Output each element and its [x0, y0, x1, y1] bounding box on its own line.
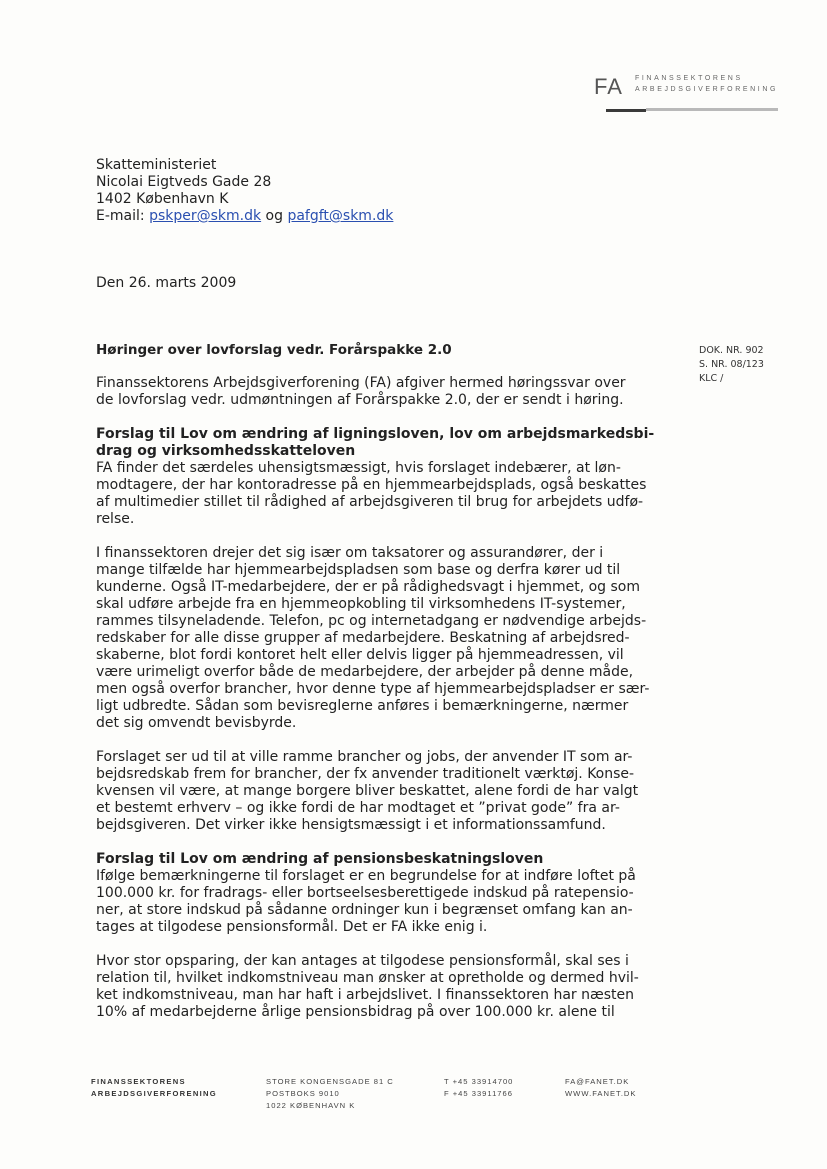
footer-website[interactable]: WWW.FANET.DK [565, 1089, 637, 1098]
section-1-paragraph-3 [96, 749, 656, 834]
footer-org-line-1: FINANSSEKTORENS [91, 1077, 186, 1086]
logo-underline [606, 108, 778, 112]
text-line: mange tilfælde har hjemmearbejdspladsen som base og derfra kører ud til [96, 562, 621, 578]
text-line: skal udføre arbejde fra en hjemmeopkobling til virksomhedens IT-systemer, [96, 596, 626, 612]
email-joiner: og [261, 208, 288, 224]
text-line: Hvor stor opsparing, der kan antages at tilgodese pensionsformål, skal ses i [96, 953, 629, 969]
text-line: 10% af medarbejderne årlige pensionsbidrag på over 100.000 kr. alene til [96, 1004, 615, 1020]
text-line: Ifølge bemærkningerne til forslaget er en begrundelse for at indføre loftet på [96, 868, 636, 884]
text-line: 100.000 kr. for fradrags- eller bortseelsesberettigede indskud på ratepensio- [96, 885, 634, 901]
email-link-pskper[interactable]: pskper@skm.dk [149, 208, 262, 224]
letter-body [96, 342, 656, 1021]
footer-telephone: T +45 33914700 [444, 1077, 514, 1086]
text-line: redskaber for alle disse grupper af medarbejdere. Beskatning af arbejdsred- [96, 630, 630, 646]
section-2-paragraph-2 [96, 953, 656, 1021]
recipient-name: Skatteministeriet [96, 157, 217, 173]
text-line: modtagere, der har kontoradresse på en hjemmearbejdsplads, også beskattes [96, 477, 647, 493]
text-line: men også overfor brancher, hvor denne type af hjemmearbejdspladser er sær- [96, 681, 650, 697]
footer-city: 1022 KØBENHAVN K [266, 1101, 356, 1110]
logo-line-1: FINANSSEKTORENS [635, 75, 743, 82]
text-line: bejdsredskab frem for brancher, der fx anvender traditionelt værktøj. Konse- [96, 766, 635, 782]
text-line: FA finder det særdeles uhensigtsmæssigt, hvis forslaget indebærer, at løn- [96, 460, 621, 476]
section-2-paragraph-1 [96, 868, 656, 936]
text-line: Forslaget ser ud til at ville ramme brancher og jobs, der anvender IT som ar- [96, 749, 633, 765]
text-line: relation til, hvilket indkomstniveau man ønsker at opretholde og dermed hvil- [96, 970, 639, 986]
footer-address [266, 1076, 394, 1112]
text-line: kunderne. Også IT-medarbejdere, der er på rådighedsvagt i hjemmet, og som [96, 579, 641, 595]
heading-line: Forslag til Lov om ændring af ligningsloven, lov om arbejdsmarkedsbi- [96, 426, 655, 442]
section-1-heading [96, 426, 656, 460]
heading-line: drag og virksomhedsskatteloven [96, 443, 356, 459]
text-line: kvensen vil være, at mange borgere bliver beskattet, alene fordi de har valgt [96, 783, 639, 799]
section-1-paragraph-2 [96, 545, 656, 732]
case-number: S. NR. 08/123 [699, 359, 764, 370]
fa-logo [594, 72, 784, 122]
logo-line-2: ARBEJDSGIVERFORENING [635, 86, 779, 93]
author-initials: KLC / [699, 373, 724, 384]
text-line: skaberne, blot fordi kontoret helt eller delvis ligger på hjemmeadressen, vil [96, 647, 624, 663]
text-line: ner, at store indskud på sådanne ordninger kun i begrænset omfang kan an- [96, 902, 633, 918]
section-1-paragraph-1 [96, 460, 656, 528]
footer-organisation [91, 1076, 217, 1100]
text-line: det sig omvendt bevisbyrde. [96, 715, 297, 731]
footer-email[interactable]: FA@FANET.DK [565, 1077, 630, 1086]
text-line: relse. [96, 511, 135, 527]
recipient-email-line [96, 208, 393, 225]
text-line: et bestemt erhverv – og ikke fordi de har modtaget et ”privat gode” fra ar- [96, 800, 620, 816]
reference-block [699, 344, 764, 386]
document-number: DOK. NR. 902 [699, 345, 764, 356]
text-line: rammes tilsyneladende. Telefon, pc og internetadgang er nødvendige arbejds- [96, 613, 647, 629]
text-line: være urimeligt overfor både de medarbejdere, der arbejder på denne måde, [96, 664, 634, 680]
recipient-address [96, 157, 393, 225]
email-link-pafgft[interactable]: pafgft@skm.dk [287, 208, 394, 224]
email-prefix: E-mail: [96, 208, 150, 224]
heading-line: Forslag til Lov om ændring af pensionsbeskatningsloven [96, 851, 544, 867]
recipient-city: 1402 København K [96, 191, 229, 207]
footer-phone [444, 1076, 513, 1100]
footer-org-line-2: ARBEJDSGIVERFORENING [91, 1089, 217, 1098]
footer-online [565, 1076, 636, 1100]
footer-street: STORE KONGENSGADE 81 C [266, 1077, 394, 1086]
footer-pobox: POSTBOKS 9010 [266, 1089, 340, 1098]
text-line: Finanssektorens Arbejdsgiverforening (FA) afgiver hermed høringssvar over [96, 375, 626, 391]
letter-date: Den 26. marts 2009 [96, 275, 237, 291]
text-line: ligt udbredte. Sådan som bevisreglerne anføres i bemærkningerne, nærmer [96, 698, 629, 714]
text-line: ket indkomstniveau, man har haft i arbejdslivet. I finanssektoren har næsten [96, 987, 635, 1003]
text-line: af multimedier stillet til rådighed af arbejdsgiveren til brug for arbejdets udfø- [96, 494, 644, 510]
letter-subject: Høringer over lovforslag vedr. Forårspakke 2.0 [96, 342, 452, 358]
text-line: I finanssektoren drejer det sig især om taksatorer og assurandører, der i [96, 545, 604, 561]
text-line: de lovforslag vedr. udmøntningen af Forårspakke 2.0, der er sendt i høring. [96, 392, 624, 408]
footer-fax: F +45 33911766 [444, 1089, 513, 1098]
text-line: bejdsgiveren. Det virker ikke hensigtsmæssigt i et informationssamfund. [96, 817, 606, 833]
intro-paragraph [96, 375, 656, 409]
text-line: tages at tilgodese pensionsformål. Det er FA ikke enig i. [96, 919, 488, 935]
logo-abbreviation: FA [594, 74, 623, 99]
recipient-street: Nicolai Eigtveds Gade 28 [96, 174, 272, 190]
section-2-heading [96, 851, 656, 868]
